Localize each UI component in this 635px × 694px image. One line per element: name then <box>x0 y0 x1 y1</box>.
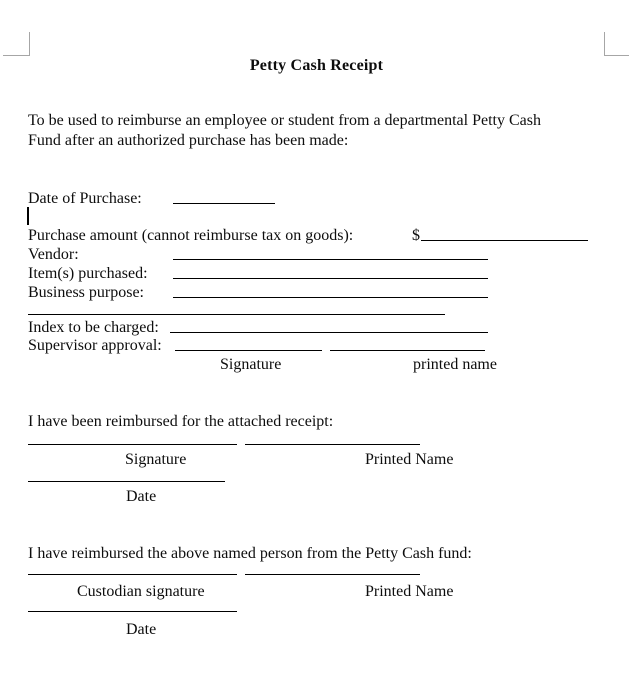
custodian-signature-caption: Custodian signature <box>77 583 205 600</box>
intro-paragraph-line-2: Fund after an authorized purchase has been made: <box>28 132 349 149</box>
dollar-sign: $ <box>412 227 420 244</box>
supervisor-printed-name-caption: printed name <box>413 356 497 373</box>
document-title: Petty Cash Receipt <box>249 57 384 74</box>
index-charged-label: Index to be charged: <box>28 319 159 336</box>
custodian-heading: I have reimbursed the above named person from the Petty Cash fund: <box>28 545 472 562</box>
index-charged-blank-line[interactable] <box>170 332 488 333</box>
custodian-date-caption: Date <box>126 621 157 638</box>
supervisor-approval-label: Supervisor approval: <box>28 337 162 354</box>
custodian-date-line-row <box>0 597 635 616</box>
date-of-purchase-row <box>0 189 635 208</box>
continuation-blank-line[interactable] <box>28 314 445 315</box>
items-purchased-label: Item(s) purchased: <box>28 265 148 282</box>
purchase-amount-label: Purchase amount (cannot reimburse tax on goods): <box>28 227 354 244</box>
supervisor-signature-caption: Signature <box>220 356 282 373</box>
business-purpose-label: Business purpose: <box>28 284 144 301</box>
supervisor-printed-name-blank-line[interactable] <box>330 350 485 351</box>
custodian-signature-lines-row <box>0 560 635 579</box>
text-cursor <box>27 207 29 225</box>
employee-date-caption: Date <box>126 488 157 505</box>
custodian-printed-name-blank-line[interactable] <box>245 574 420 575</box>
date-of-purchase-label: Date of Purchase: <box>28 190 142 207</box>
employee-signature-blank-line[interactable] <box>28 444 237 445</box>
purchase-amount-blank-line[interactable] <box>421 240 588 241</box>
employee-signature-caption: Signature <box>125 451 187 468</box>
employee-ack-heading: I have been reimbursed for the attached receipt: <box>28 413 334 430</box>
date-of-purchase-blank-line[interactable] <box>173 203 275 204</box>
text-boundary-mark-top-left <box>3 32 30 56</box>
text-boundary-mark-top-right <box>604 32 629 56</box>
purchase-amount-row <box>0 226 635 245</box>
supervisor-captions-row <box>0 355 635 374</box>
custodian-date-caption-row <box>0 620 635 639</box>
employee-printed-name-blank-line[interactable] <box>245 444 420 445</box>
supervisor-signature-blank-line[interactable] <box>175 350 322 351</box>
items-purchased-blank-line[interactable] <box>173 278 488 279</box>
business-purpose-blank-line[interactable] <box>173 297 488 298</box>
vendor-label: Vendor: <box>28 246 79 263</box>
supervisor-approval-row <box>0 336 635 355</box>
index-charged-row <box>0 318 635 337</box>
custodian-signature-blank-line[interactable] <box>28 574 237 575</box>
custodian-date-blank-line[interactable] <box>28 611 237 612</box>
custodian-printed-name-caption: Printed Name <box>365 583 454 600</box>
employee-date-caption-row <box>0 487 635 506</box>
employee-ack-heading-row <box>0 412 635 431</box>
business-purpose-continuation-row <box>0 300 635 319</box>
employee-printed-name-caption: Printed Name <box>365 451 454 468</box>
employee-date-blank-line[interactable] <box>28 481 225 482</box>
intro-paragraph-line-1: To be used to reimburse an employee or student from a departmental Petty Cash <box>28 112 541 129</box>
employee-date-line-row <box>0 467 635 486</box>
vendor-row <box>0 245 635 264</box>
vendor-blank-line[interactable] <box>173 259 488 260</box>
items-purchased-row <box>0 264 635 283</box>
employee-signature-lines-row <box>0 430 635 449</box>
